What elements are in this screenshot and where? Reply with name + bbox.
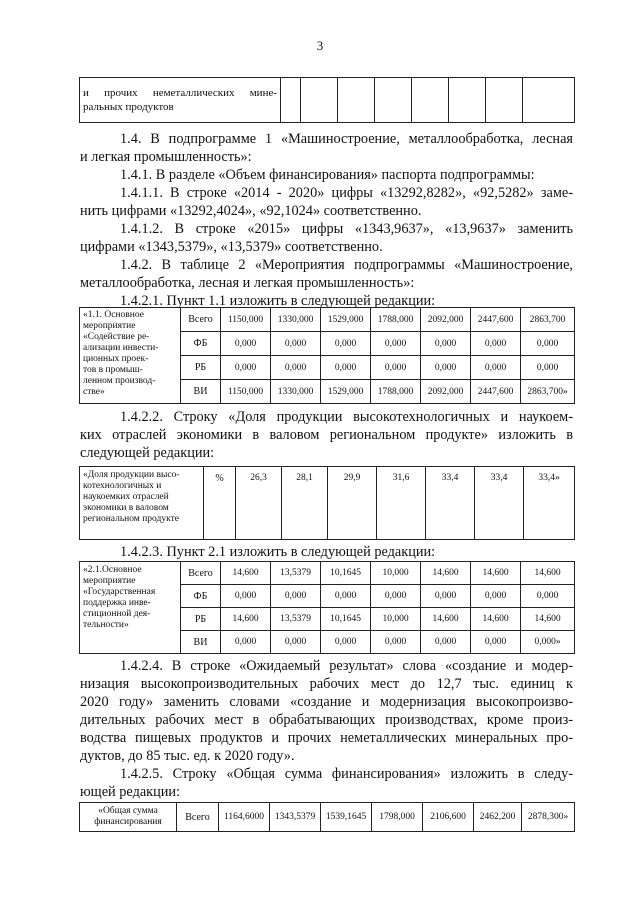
value-cell: 0,000 [321, 356, 371, 380]
value-cell: 14,600 [471, 562, 521, 585]
value-cell: 29,9 [328, 467, 377, 540]
text-line: дительных рабочих мест в обрабатывающих производствах, кроме произ- [80, 712, 573, 728]
value-cell: 1164,6000 [219, 803, 270, 832]
page-number: 3 [316, 38, 324, 53]
value-cell: 2106,600 [423, 803, 474, 832]
value-cell: 0,000 [221, 585, 271, 608]
text-line: 1.4.2.5. Строку «Общая сумма финансирования» изложить в следу- [120, 766, 573, 782]
text-line: «Общая сумма [98, 806, 158, 816]
text-line: 1.4. В подпрограмме 1 «Машиностроение, металлообработка, лесная [120, 131, 573, 147]
table-cell [523, 78, 575, 123]
value-cell: 10,000 [371, 608, 421, 631]
value-cell: 1529,000 [321, 308, 371, 332]
text-line: ционных проек- [83, 354, 149, 364]
value-cell: 1788,000 [371, 380, 421, 404]
text-line: дуктов, до 85 тыс. ед. к 2020 году». [80, 748, 295, 764]
text-line: ких отраслей экономики в валовом региональном продукте» изложить в [80, 427, 573, 443]
text-line: следующей редакции: [80, 445, 215, 461]
text-line: 1.4.2.3. Пункт 2.1 изложить в следующей редакции: [120, 544, 436, 560]
value-cell: 0,000 [221, 631, 271, 654]
table-total-funding [79, 802, 575, 832]
text-line: 1.4.2. В таблице 2 «Мероприятия подпрограммы «Машиностроение, [120, 257, 573, 273]
continuation-table [79, 77, 575, 123]
value-cell: 0,000 [421, 631, 471, 654]
continuation-row-line: ральных продуктов [83, 101, 174, 113]
value-cell: 0,000 [421, 356, 471, 380]
value-cell: 2447,600 [471, 380, 521, 404]
value-cell: 31,6 [377, 467, 426, 540]
value-cell: 1788,000 [371, 308, 421, 332]
text-line: наукоемких отраслей [83, 492, 169, 502]
text-line: и легкая промышленность»: [80, 149, 252, 165]
text-line: 1.4.1.2. В строке «2015» цифры «1343,9637», «13,9637» заменить [120, 221, 573, 237]
text-line: финансирования [94, 817, 162, 827]
value-cell: 0,000 [521, 585, 575, 608]
value-cell: 0,000 [371, 631, 421, 654]
value-cell: 14,600 [421, 608, 471, 631]
text-line: котехнологичных и [83, 481, 162, 491]
value-cell: 1330,000 [271, 380, 321, 404]
table-share-high-tech [79, 466, 575, 540]
value-cell: 14,600 [521, 562, 575, 585]
value-cell: 14,600 [221, 562, 271, 585]
continuation-row-line: и прочих неметаллических мине- [83, 87, 277, 99]
text-line: региональном продукте [83, 514, 179, 524]
text-line: 1.4.1. В разделе «Объем финансирования» паспорта подпрограммы: [120, 167, 535, 183]
value-cell: 10,1645 [321, 562, 371, 585]
value-cell: 0,000 [271, 631, 321, 654]
row-label: Всего [177, 803, 219, 832]
value-cell: 14,600 [221, 608, 271, 631]
text-line: водства пищевых продуктов и прочих неметаллических минеральных про- [80, 730, 573, 746]
measure-name-cell [80, 562, 181, 654]
value-cell: 13,5379 [271, 562, 321, 585]
text-line: 1.4.1.1. В строке «2014 - 2020» цифры «13292,8282», «92,5282» заме- [120, 185, 573, 201]
text-line: ализации инвести- [83, 343, 159, 353]
value-cell: 2878,300» [522, 803, 575, 832]
continuation-row-label [80, 78, 281, 123]
text-line: мероприятие [83, 576, 136, 586]
value-cell: 0,000 [321, 332, 371, 356]
indicator-name-cell [80, 467, 204, 540]
value-cell: 33,4 [426, 467, 475, 540]
section-1-4 [80, 130, 573, 310]
value-cell: 0,000 [521, 332, 575, 356]
text-line: тов в промыш- [83, 365, 143, 375]
value-cell: 14,600 [471, 608, 521, 631]
table-item-2-1 [79, 561, 575, 654]
value-cell: 1150,000 [221, 308, 271, 332]
table-cell [449, 78, 486, 123]
table-item-1-1 [79, 307, 575, 404]
text-line: поддержка инве- [83, 598, 151, 608]
value-cell: 0,000 [221, 332, 271, 356]
text-line: нить цифрами «13292,4024», «92,1024» соответственно. [80, 203, 422, 219]
value-cell: 1330,000 [271, 308, 321, 332]
value-cell: 0,000 [471, 631, 521, 654]
value-cell: 0,000 [371, 585, 421, 608]
value-cell: 2092,000 [421, 308, 471, 332]
table-cell [375, 78, 412, 123]
row-label: Всего [181, 308, 221, 332]
text-line: «Доля продукции высо- [83, 470, 180, 480]
value-cell: 0,000 [521, 356, 575, 380]
text-line: ющей редакции: [80, 784, 181, 800]
value-cell: 14,600 [521, 608, 575, 631]
text-line: «1.1. Основное [83, 310, 144, 320]
value-cell: 33,4» [524, 467, 575, 540]
value-cell: 2447,600 [471, 308, 521, 332]
text-line: цифрами «1343,5379», «13,5379» соответственно. [80, 239, 383, 255]
value-cell: 2863,700» [521, 380, 575, 404]
value-cell: 10,000 [371, 562, 421, 585]
value-cell: 0,000 [271, 332, 321, 356]
unit-cell: % [204, 467, 236, 540]
row-label: ФБ [181, 332, 221, 356]
text-line: «2.1.Основное [83, 565, 142, 575]
row-label: РБ [181, 356, 221, 380]
row-label: ВИ [181, 631, 221, 654]
text-line: 1.4.2.4. В строке «Ожидаемый результат» слова «создание и модер- [120, 658, 573, 674]
value-cell: 1798,000 [372, 803, 423, 832]
value-cell: 0,000 [371, 332, 421, 356]
value-cell: 0,000 [221, 356, 271, 380]
section-1-4-2-4 [80, 657, 573, 801]
value-cell: 2863,700 [521, 308, 575, 332]
table-cell [412, 78, 449, 123]
value-cell: 0,000 [421, 332, 471, 356]
table-cell [338, 78, 375, 123]
text-line: 1.4.2.2. Строку «Доля продукции высокотехнологичных и наукоем- [120, 409, 573, 425]
value-cell: 2462,200 [474, 803, 522, 832]
text-line: мероприятие [83, 321, 136, 331]
total-name-cell [80, 803, 177, 832]
value-cell: 1150,000 [221, 380, 271, 404]
value-cell: 0,000 [471, 332, 521, 356]
table-cell [486, 78, 523, 123]
row-label: ФБ [181, 585, 221, 608]
row-label: ВИ [181, 380, 221, 404]
row-label: Всего [181, 562, 221, 585]
section-1-4-2-3 [80, 543, 573, 561]
value-cell: 26,3 [236, 467, 282, 540]
table-cell [301, 78, 338, 123]
value-cell: 10,1645 [321, 608, 371, 631]
value-cell: 0,000 [471, 585, 521, 608]
value-cell: 2092,000 [421, 380, 471, 404]
measure-name-cell [80, 308, 181, 404]
value-cell: 0,000 [321, 631, 371, 654]
value-cell: 1343,5379 [270, 803, 321, 832]
text-line: ленном производ- [83, 376, 156, 386]
value-cell: 33,4 [475, 467, 524, 540]
value-cell: 13,5379 [271, 608, 321, 631]
text-line: «Содействие ре- [83, 332, 150, 342]
value-cell: 0,000 [421, 585, 471, 608]
value-cell: 0,000» [521, 631, 575, 654]
row-label: РБ [181, 608, 221, 631]
text-line: экономики в валовом [83, 503, 169, 513]
value-cell: 1529,000 [321, 380, 371, 404]
text-line: стве» [83, 387, 105, 397]
text-line: низация высокопроизводительных рабочих мест до 12,7 тыс. единиц к [80, 676, 573, 692]
value-cell: 14,600 [421, 562, 471, 585]
value-cell: 0,000 [271, 585, 321, 608]
value-cell: 1539,1645 [321, 803, 372, 832]
table-cell [281, 78, 301, 123]
value-cell: 0,000 [371, 356, 421, 380]
value-cell: 0,000 [271, 356, 321, 380]
text-line: «Государственная [83, 587, 156, 597]
text-line: стиционной дея- [83, 609, 151, 619]
text-line: 1.4.2.1. Пункт 1.1 изложить в следующей редакции: [120, 293, 436, 309]
text-line: тельности» [83, 620, 129, 630]
text-line: 2020 году» заменить словами «создание и модернизация высокопроизво- [80, 694, 573, 710]
text-line: металлообработка, лесная и легкая промышленность»: [80, 275, 415, 291]
value-cell: 28,1 [282, 467, 328, 540]
value-cell: 0,000 [321, 585, 371, 608]
section-1-4-2-2 [80, 408, 573, 462]
value-cell: 0,000 [471, 356, 521, 380]
